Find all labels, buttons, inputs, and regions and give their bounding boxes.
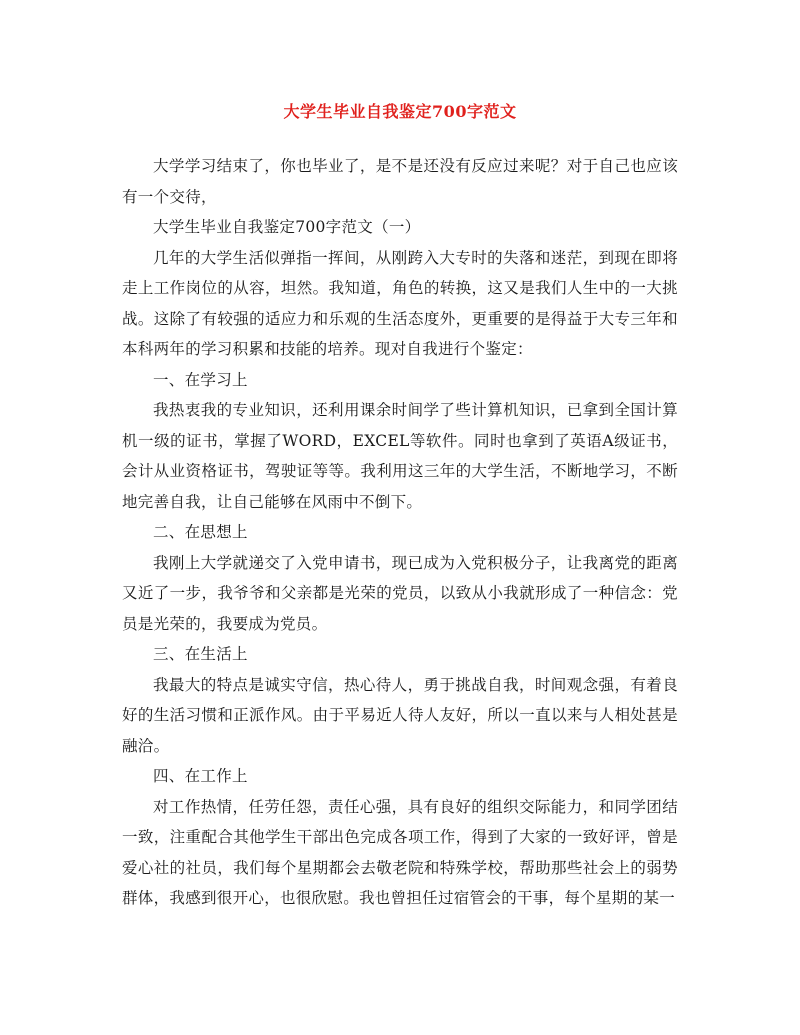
document-title: 大学生毕业自我鉴定700字范文 xyxy=(283,102,517,121)
paragraph-work: 对工作热情，任劳任怨，责任心强，具有良好的组织交际能力，和同学团结一致，注重配合其他学生干部出色完成各项工作，得到了大家的一致好评，曾是爱心社的社员，我们每个星期都会去敬老院和特殊学校，帮助那些社会上的弱势群体，我感到很开心，也很欣慰。我也曾担任过宿管会的干事，每个星期的某一 xyxy=(122,797,678,907)
section-heading-study: 一、在学习上 xyxy=(153,370,248,389)
paragraph-life: 我最大的特点是诚实守信，热心待人，勇于挑战自我，时间观念强，有着良好的生活习惯和正派作风。由于平易近人待人友好，所以一直以来与人相处甚是融洽。 xyxy=(122,675,678,755)
section-heading-work: 四、在工作上 xyxy=(153,767,248,785)
paragraph-intro: 大学学习结束了，你也毕业了，是不是还没有反应过来呢？对于自己也应该有一个交待， xyxy=(122,157,678,206)
paragraph-subtitle: 大学生毕业自我鉴定700字范文（一） xyxy=(153,218,421,236)
document-body xyxy=(122,151,678,914)
section-heading-thought: 二、在思想上 xyxy=(153,523,248,541)
section-heading-life: 三、在生活上 xyxy=(153,645,248,663)
paragraph-thought: 我刚上大学就递交了入党申请书，现已成为入党积极分子，让我离党的距离又近了一步，我爷爷和父亲都是光荣的党员，以致从小我就形成了一种信念：党员是光荣的，我要成为党员。 xyxy=(122,553,678,633)
paragraph-overview: 几年的大学生活似弹指一挥间，从刚跨入大专时的失落和迷茫，到现在即将走上工作岗位的从容，坦然。我知道，角色的转换，这又是我们人生中的一大挑战。这除了有较强的适应力和乐观的生活态度外，更重要的是得益于大专三年和本科两年的学习积累和技能的培养。现对自我进行个鉴定： xyxy=(122,248,678,358)
paragraph-study: 我热衷我的专业知识，还利用课余时间学了些计算机知识，已拿到全国计算机一级的证书，掌握了WORD，EXCEL等软件。同时也拿到了英语A级证书，会计从业资格证书，驾驶证等等。我利用这三年的大学生活，不断地学习，不断地完善自我，让自己能够在风雨中不倒下。 xyxy=(122,401,678,511)
